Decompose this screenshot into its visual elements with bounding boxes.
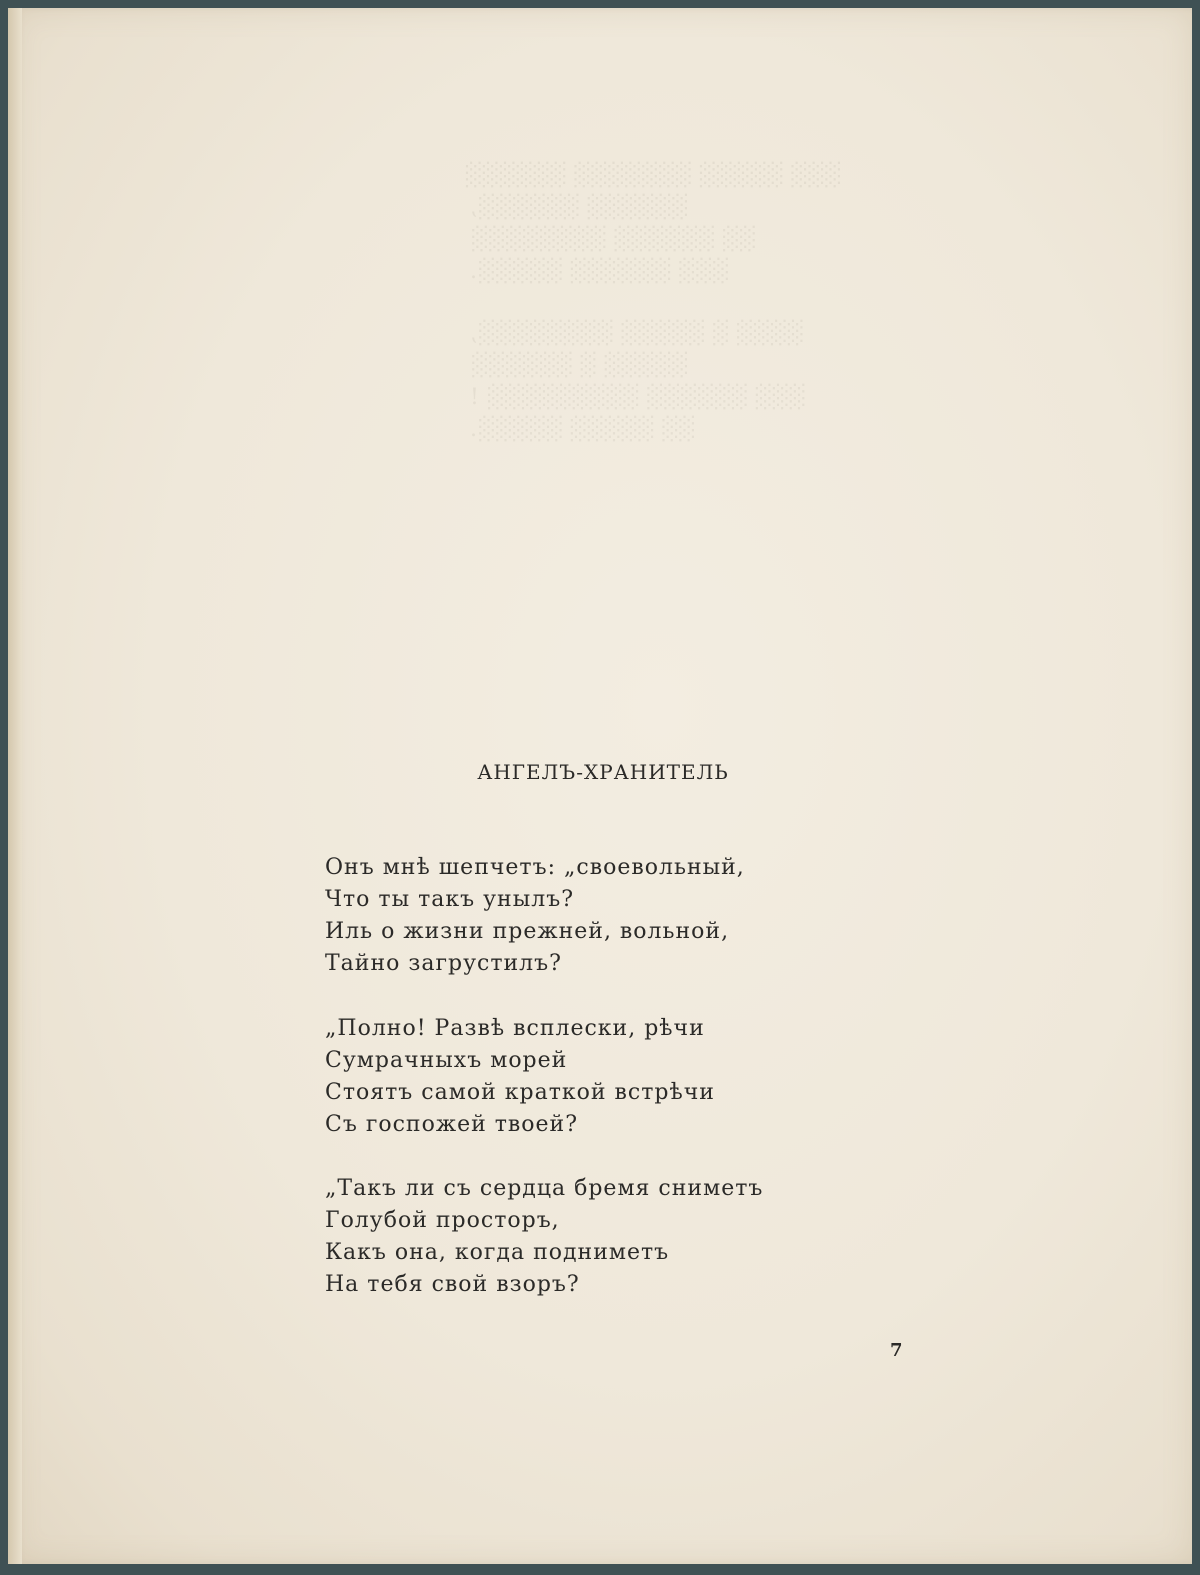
poem-line: На тебя свой взоръ?: [325, 1272, 580, 1297]
poem-line: Тайно загрустилъ?: [325, 951, 562, 976]
poem-line: Стоятъ самой краткой встрѣчи: [325, 1080, 715, 1105]
poem-line: Какъ она, когда подниметъ: [325, 1240, 670, 1265]
poem-line: Онъ мнѣ шепчетъ: „своевольный,: [325, 855, 745, 880]
poem-line: Иль о жизни прежней, вольной,: [325, 919, 730, 944]
stanza-1: [325, 852, 745, 980]
poem-line: Что ты такъ унылъ?: [325, 887, 574, 912]
page-number: 7: [890, 1340, 903, 1361]
poem-title: АНГЕЛЪ-ХРАНИТЕЛЬ: [477, 760, 729, 784]
poem-line: „Такъ ли съ сердца бремя сниметъ: [325, 1176, 764, 1201]
stanza-2: [325, 1013, 715, 1141]
poem-line: Сумрачныхъ морей: [325, 1048, 568, 1073]
stanza-3: [325, 1173, 763, 1301]
poem-line: „Полно! Развѣ всплески, рѣчи: [325, 1016, 705, 1041]
poem-line: Съ госпожей твоей?: [325, 1112, 579, 1137]
bleed-through-text: ░░░ ░░░░░ ░░░░░░░ ░░░░░░ ░░░░░░ ░░░░░░, ░░ ░░░░░░ ░░░░░░░░ ░░░ ░░░░░░ ░░░░░. ░░░░ ░ ░░░░░ ░░░░░░░░, ░░░░░ ░ ░░░░░░ ░░░ ░░░░░░ ░░░░░░░░░ ! ░░ ░░░░░ ░░░░░.: [463, 163, 840, 442]
poem-line: Голубой просторъ,: [325, 1208, 560, 1233]
